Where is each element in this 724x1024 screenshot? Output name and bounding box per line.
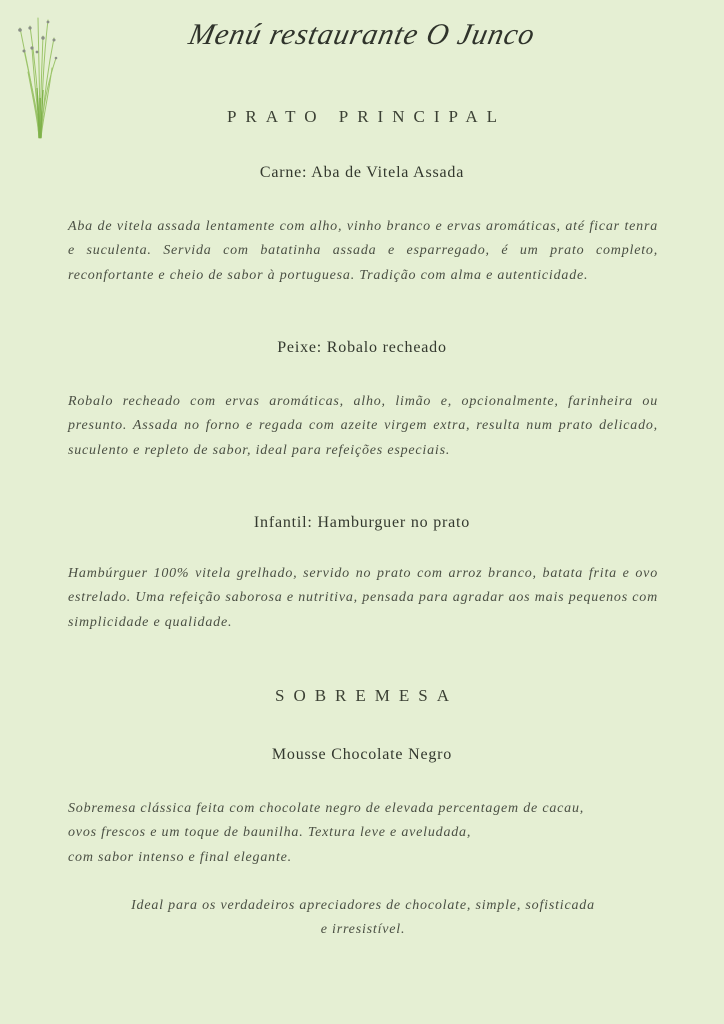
description-line: Sobremesa clássica feita com chocolate negro de elevada percentagem de cacau, [68, 801, 585, 816]
dish-note-mousse [68, 894, 658, 943]
description-line: com sabor intenso e final elegante. [68, 849, 292, 865]
dish-description-infantil: Hambúrguer 100% vitela grelhado, servido no prato com arroz branco, batata frita e ovo estrelado. Uma refeição saborosa e nutritiva, pensada para agradar aos mais pequenos com simplicidade e qualidade. [68, 566, 658, 630]
note-line: e irresistível. [320, 922, 406, 938]
dish-name-carne: Carne: Aba de Vitela Assada [259, 164, 465, 181]
dish-name-peixe: Peixe: Robalo recheado [277, 339, 447, 356]
dish-description-peixe: Robalo recheado com ervas aromáticas, alho, limão e, opcionalmente, farinheira ou presunto. Assada no forno e regada com azeite virgem extra, resulta num prato delicado, suculento e repleto de sabor, ideal para refeições especiais. [68, 394, 658, 458]
section-heading-sobremesa: SOBREMESA [274, 686, 459, 705]
dish-name-mousse: Mousse Chocolate Negro [271, 746, 453, 763]
dish-description-carne: Aba de vitela assada lentamente com alho, vinho branco e ervas aromáticas, até ficar tenra e suculenta. Servida com batatinha assada e esparregado, é um prato completo, reconfortante e cheio de sabor à portuguesa. Tradição com alma e autenticidade. [68, 219, 658, 283]
dish-description-mousse [68, 797, 658, 870]
dish-name-infantil: Infantil: Hamburguer no prato [253, 514, 471, 531]
menu-title: Menú restaurante O Junco [185, 18, 539, 51]
description-line: ovos frescos e um toque de baunilha. Textura leve e aveludada, [68, 825, 472, 841]
note-line: Ideal para os verdadeiros apreciadores de chocolate, simple, sofisticada [131, 898, 595, 913]
section-heading-prato-principal: PRATO PRINCIPAL [226, 107, 507, 126]
